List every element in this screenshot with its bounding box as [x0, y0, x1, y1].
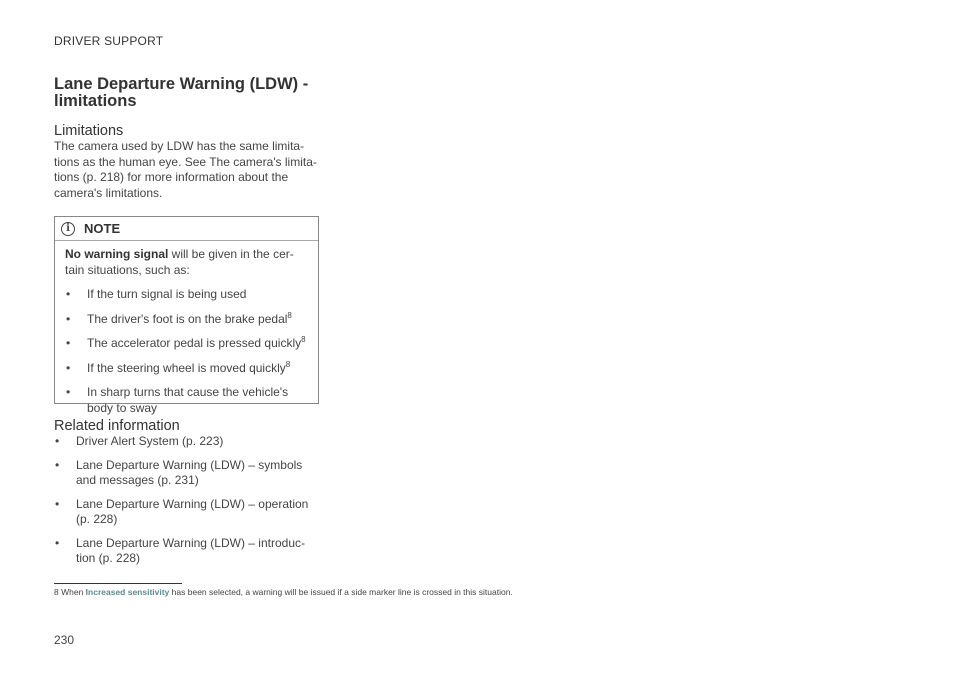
- list-item: • If the steering wheel is moved quickly$^8$: [66, 359, 291, 375]
- bullet-icon: •: [55, 535, 60, 550]
- limitations-text: The camera used by LDW has the same limita-tions as the human eye. See The camera's limita-tions (p. 218) for more information about the camera's limitations.: [54, 139, 317, 200]
- list-item: • The accelerator pedal is pressed quickly$^8$: [66, 335, 306, 350]
- bullet-icon: •: [66, 336, 71, 350]
- footnote: 8 When Increased sensitivity has been selected, a warning will be issued if a side marker line is crossed in this situation.: [54, 587, 513, 597]
- info-icon: i: [61, 222, 75, 236]
- note-title: NOTE: [84, 221, 121, 236]
- bullet-icon: •: [66, 287, 71, 301]
- footnote-ref: 8: [285, 359, 291, 369]
- note-box: [54, 216, 319, 415]
- related-link[interactable]: • Lane Departure Warning (LDW) – introduc-tion (p. 228): [55, 535, 305, 565]
- note-body: [55, 241, 318, 416]
- note-list: [65, 287, 308, 416]
- note-intro: [65, 247, 308, 278]
- bullet-icon: •: [66, 311, 71, 326]
- note-intro-rest: will be given in the cer-tain situations, such as:: [65, 247, 294, 277]
- list-item: • If the turn signal is being used: [66, 287, 247, 301]
- footnote-ref: 8: [301, 335, 306, 344]
- bullet-icon: •: [55, 496, 60, 511]
- related-list: [54, 434, 322, 575]
- footnote-divider: [54, 583, 182, 584]
- limitations-heading: Limitations: [54, 123, 124, 139]
- bullet-icon: •: [66, 360, 71, 375]
- bullet-icon: •: [66, 385, 71, 399]
- bullet-icon: •: [55, 434, 60, 448]
- page-title: Lane Departure Warning (LDW) - limitations: [54, 75, 309, 110]
- running-header: DRIVER SUPPORT: [54, 34, 164, 48]
- list-item: • In sharp turns that cause the vehicle's body to sway: [66, 385, 289, 415]
- related-heading: Related information: [54, 418, 180, 434]
- note-header: [55, 217, 318, 241]
- related-link[interactable]: • Lane Departure Warning (LDW) – operation (p. 228): [55, 496, 309, 526]
- related-link[interactable]: • Driver Alert System (p. 223): [55, 434, 224, 448]
- list-item: • The driver's foot is on the brake pedal$^8$: [66, 310, 292, 326]
- note-intro-bold: No warning signal: [65, 247, 169, 261]
- page-number: 230: [54, 633, 75, 647]
- related-link[interactable]: • Lane Departure Warning (LDW) – symbols and messages (p. 231): [55, 457, 303, 487]
- footnote-number: 8: [54, 587, 59, 597]
- footnote-ref: 8: [287, 310, 292, 320]
- bullet-icon: •: [55, 457, 60, 472]
- footnote-highlight: Increased sensitivity: [85, 587, 170, 597]
